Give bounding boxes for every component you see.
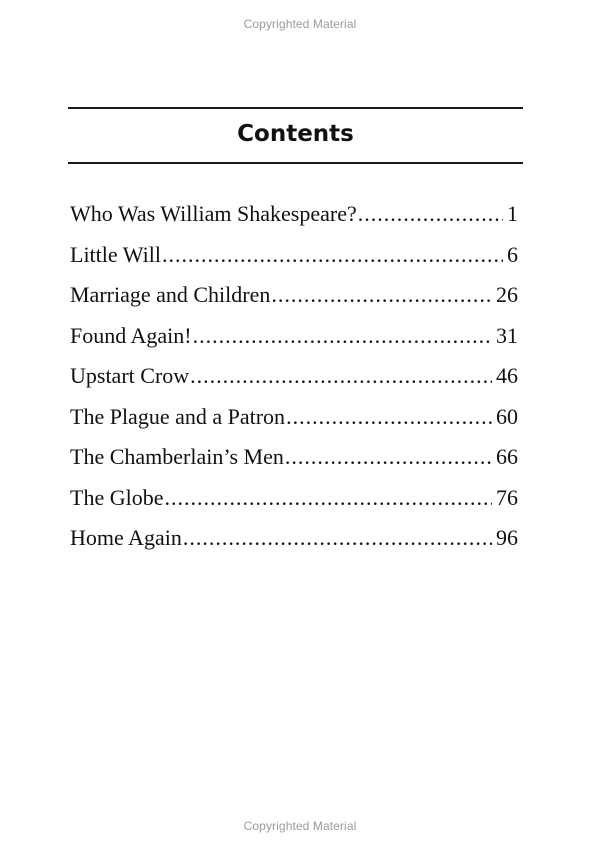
toc-entry-title: The Plague and a Patron <box>70 403 286 429</box>
toc-entry[interactable] <box>70 356 518 397</box>
toc-dot-leader <box>162 235 503 276</box>
copyright-watermark-top: Copyrighted Material <box>243 17 357 31</box>
toc-entry-title: Home Again <box>70 525 182 550</box>
toc-dot-leader <box>271 275 492 316</box>
toc-dot-leader <box>190 356 492 397</box>
toc-entry-title: The Globe <box>70 484 164 510</box>
toc-entry[interactable] <box>70 275 518 316</box>
heading-bottom-rule <box>68 162 523 164</box>
table-of-contents <box>70 194 518 559</box>
toc-entry-page: 60 <box>496 403 518 429</box>
toc-entry-page: 1 <box>507 201 518 226</box>
toc-entry-page: 66 <box>496 444 518 469</box>
toc-entry[interactable] <box>70 518 518 559</box>
toc-dot-leader <box>286 397 492 438</box>
toc-entry[interactable] <box>70 397 518 438</box>
toc-entry-page: 26 <box>496 282 518 307</box>
toc-entry-title: The Chamberlain’s Men <box>70 444 284 469</box>
toc-dot-leader <box>285 437 492 478</box>
toc-dot-leader <box>358 194 503 235</box>
toc-entry[interactable] <box>70 235 518 276</box>
toc-entry[interactable] <box>70 478 518 519</box>
toc-entry[interactable] <box>70 194 518 235</box>
toc-entry-title: Little Will <box>70 241 161 267</box>
toc-entry-page: 31 <box>496 322 518 348</box>
toc-entry-page: 76 <box>496 484 518 510</box>
toc-entry[interactable] <box>70 316 518 357</box>
toc-entry[interactable] <box>70 437 518 478</box>
toc-entry-title: Marriage and Children <box>70 282 271 307</box>
toc-entry-title: Who Was William Shakespeare? <box>70 201 357 226</box>
contents-heading: Contents <box>237 121 354 147</box>
toc-entry-title: Upstart Crow <box>70 363 190 388</box>
toc-dot-leader <box>164 478 492 519</box>
toc-dot-leader <box>183 518 492 559</box>
copyright-watermark-bottom: Copyrighted Material <box>243 819 357 833</box>
heading-top-rule <box>68 107 523 109</box>
toc-dot-leader <box>193 316 492 357</box>
toc-entry-title: Found Again! <box>70 322 192 348</box>
toc-entry-page: 96 <box>496 525 518 550</box>
toc-entry-page: 46 <box>496 363 518 388</box>
toc-entry-page: 6 <box>507 241 518 267</box>
